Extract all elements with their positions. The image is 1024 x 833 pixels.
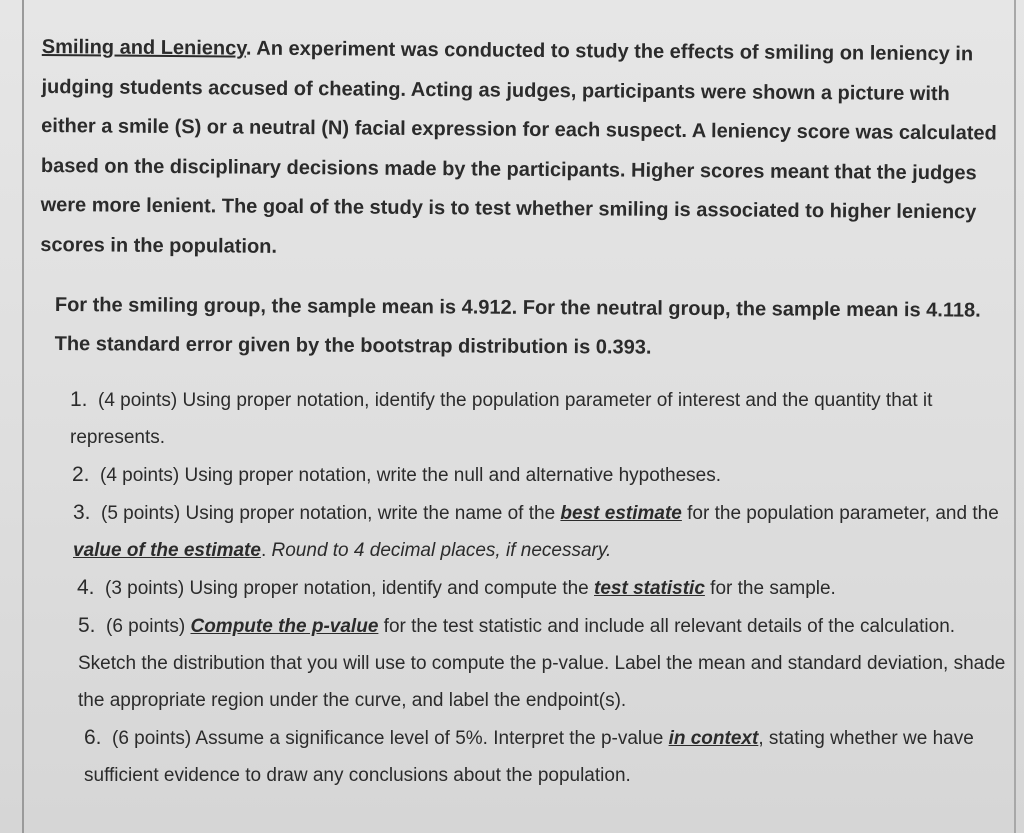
question-item (84, 719, 1014, 794)
question-number: 4. (77, 576, 95, 599)
question-text-part: (6 points) (106, 616, 191, 637)
given-values-paragraph (55, 286, 985, 370)
question-text: (4 points) Using proper notation, write the null and alternative hypotheses. (100, 465, 722, 486)
intro-title-punct: . (245, 37, 252, 60)
intro-body: An experiment was conducted to study the effects of smiling on leniency in judging students accused of cheating. Acting as judges, participants were shown a picture with either a smile (S) or a neutral (N) facial expression for each suspect. A leniency score was calculated based on the disciplinary decisions made by the participants. Higher scores meant that the judges were more lenient. The goal of the study is to test whether smiling is associated to higher leniency scores in the population. (40, 37, 997, 258)
question-item (78, 607, 1008, 719)
question-text-part: for the population parameter, and the (681, 503, 999, 524)
key-term: test statistic (594, 578, 705, 599)
question-text: (4 points) Using proper notation, identify the population parameter of interest and the quantity that it represents. (70, 390, 933, 448)
question-text-part: for the test statistic and include all relevant details of the calculation. Sketch the distribution that you will use to compute the p-value. Label the mean and standard deviation, shade the appropriate region under the curve, and label the endpoint(s). (78, 616, 1006, 711)
question-number: 2. (72, 463, 90, 486)
question-text-part: (6 points) Assume a significance level of 5%. Interpret the p-value (112, 728, 669, 749)
given-text: For the smiling group, the sample mean is 4.912. For the neutral group, the sample mean is 4.118. The standard error given by the bootstrap distribution is 0.393. (54, 293, 981, 359)
question-text (78, 616, 1005, 711)
question-text-part: . (260, 540, 272, 561)
question-number: 6. (84, 726, 102, 749)
question-number: 1. (70, 388, 88, 411)
question-item (77, 569, 1007, 607)
question-text (84, 728, 974, 786)
question-item (70, 381, 1000, 456)
rounding-instruction: Round to 4 decimal places, if necessary. (271, 540, 612, 561)
question-item (73, 494, 1003, 569)
key-term: value of the estimate (73, 540, 261, 561)
key-term: Compute the p-value (190, 616, 379, 637)
page-border-left (22, 0, 24, 833)
key-term: in context (668, 728, 759, 749)
question-text-part: for the sample. (704, 578, 836, 599)
question-text (73, 503, 999, 561)
question-item (72, 456, 1002, 494)
question-text-part: (5 points) Using proper notation, write the name of the (101, 503, 561, 524)
question-text (105, 578, 836, 599)
page-border-right (1014, 0, 1016, 833)
intro-paragraph (40, 28, 1002, 273)
question-number: 5. (78, 614, 96, 637)
key-term: best estimate (560, 503, 682, 524)
intro-title: Smiling and Leniency (41, 35, 247, 60)
question-number: 3. (73, 501, 91, 524)
question-text-part: (3 points) Using proper notation, identify and compute the (105, 578, 595, 599)
question-text-part: , stating whether we have sufficient evidence to draw any conclusions about the population. (84, 728, 974, 786)
question-list (70, 381, 1006, 794)
